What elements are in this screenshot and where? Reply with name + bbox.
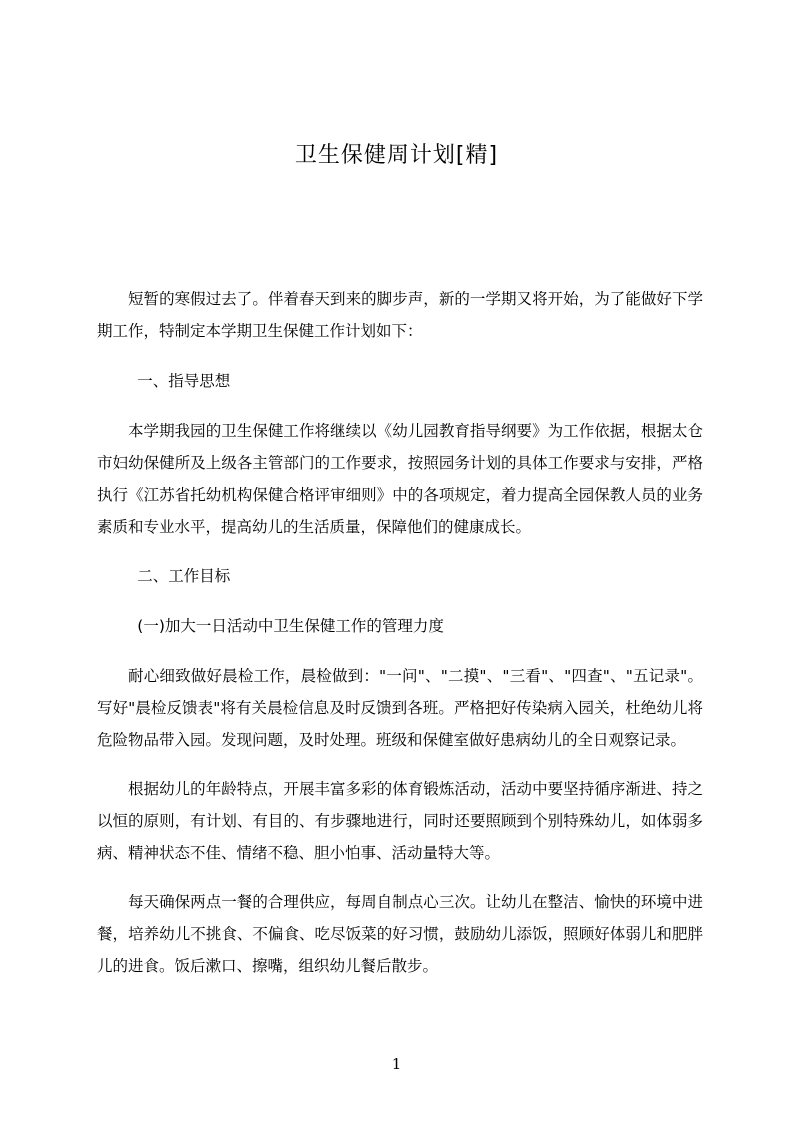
- section-heading-work-goals: 二、工作目标: [137, 567, 231, 585]
- guiding-ideology-paragraph: 本学期我园的卫生保健工作将继续以《幼儿园教育指导纲要》为工作依据，根据太仓市妇幼保健所及上级各主管部门的工作要求，按照园务计划的具体工作要求与安排，严格执行《江苏省托幼机构保健合格评审细则》中的各项规定，着力提高全园保教人员的业务素质和专业水平，提高幼儿的生活质量，保障他们的健康成长。: [97, 422, 703, 536]
- page-number: 1: [391, 1055, 402, 1073]
- meal-paragraph: 每天确保两点一餐的合理供应，每周自制点心三次。让幼儿在整洁、愉快的环境中进餐，培养幼儿不挑食、不偏食、吃尽饭菜的好习惯，鼓励幼儿添饭，照顾好体弱儿和肥胖儿的进食。饭后漱口、擦嘴，组织幼儿餐后散步。: [97, 893, 703, 975]
- intro-paragraph: 短暂的寒假过去了。伴着春天到来的脚步声，新的一学期又将开始，为了能做好下学期工作，特制定本学期卫生保健工作计划如下：: [97, 290, 703, 340]
- document-title: 卫生保健周计划[精]: [294, 143, 499, 168]
- section-heading-guiding-ideology: 一、指导思想: [137, 372, 231, 390]
- document-body: [97, 283, 703, 982]
- physical-activity-paragraph: 根据幼儿的年龄特点，开展丰富多彩的体育锻炼活动，活动中要坚持循序渐进、持之以恒的原则，有计划、有目的、有步骤地进行，同时还要照顾到个别特殊幼儿，如体弱多病、精神状态不佳、情绪不稳、胆小怕事、活动量特大等。: [97, 780, 703, 862]
- sub-heading-management: (一)加大一日活动中卫生保健工作的管理力度: [137, 617, 444, 635]
- morning-check-paragraph: 耐心细致做好晨检工作，晨检做到："一问"、"二摸"、"三看"、"四查"、"五记录"。写好"晨检反馈表"将有关晨检信息及时反馈到各班。严格把好传染病入园关，杜绝幼儿将危险物品带入园。发现问题，及时处理。班级和保健室做好患病幼儿的全日观察记录。: [97, 667, 703, 749]
